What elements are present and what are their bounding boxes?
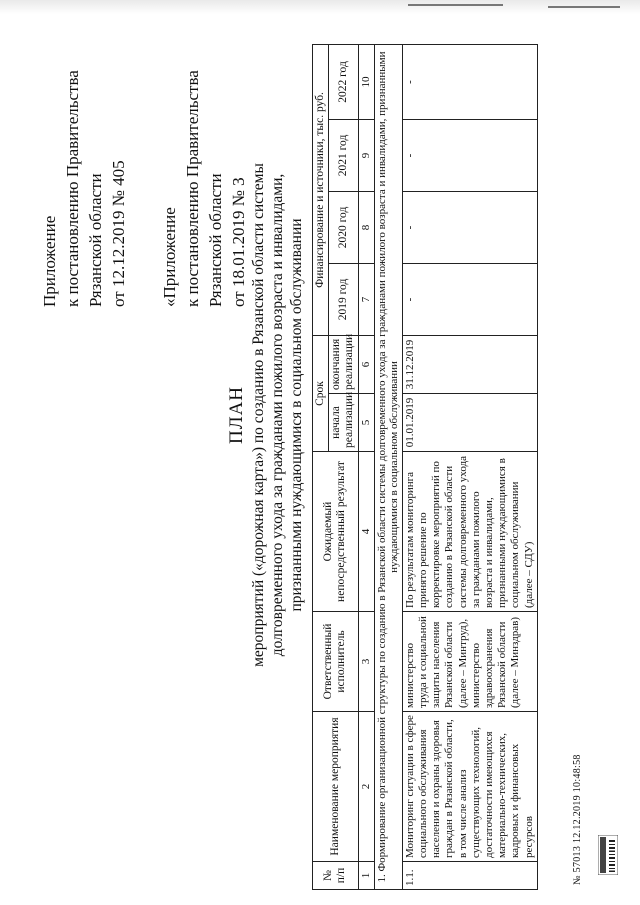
row-number: 1.1. (402, 862, 537, 890)
appendix-line: к постановлению Правительства (183, 70, 202, 307)
col-header-year: 2019 год (329, 263, 358, 335)
finance-2022: - (402, 44, 537, 119)
column-number: 9 (358, 119, 374, 191)
col-header-executor: Ответственный исполнитель (313, 612, 359, 712)
appendix-line: Рязанской области (206, 173, 225, 307)
table-row (402, 44, 537, 889)
finance-2020: - (402, 191, 537, 263)
col-header-num: № п/п (313, 862, 359, 890)
document-registration-number: № 57013 12.12.2019 10:48:58 (572, 754, 583, 885)
column-number: 6 (358, 335, 374, 393)
title-line: мероприятий («дорожная карта») по созданию в Рязанской области системы (250, 163, 267, 667)
col-header-year: 2020 год (329, 191, 358, 263)
document-title (225, 75, 306, 755)
barcode-stamp-icon (598, 835, 618, 875)
executor: министерство труда и социальной защиты населения Рязанской области (далее – Минтруд), министерство здравоохранения Рязанской области (далее – Минздрав) (402, 612, 537, 712)
col-header-term: Срок (313, 335, 329, 451)
col-header-year: 2021 год (329, 119, 358, 191)
measure-name: Мониторинг ситуации в сфере социального обслуживания населения и охраны здоровья граждан в Рязанской области, в том числе анализ существующих технологий, достаточности имеющихся материально-технических, кадровых и финансовых ресурсов (402, 712, 537, 862)
column-number: 5 (358, 394, 374, 452)
section-title: 1. Формирование организационной структуры по созданию в Рязанской области системы долговременного ухода за гражданами пожилого возраста и инвалидами, признанными нуждающимися в социальном обслуживании (374, 44, 402, 889)
column-number: 10 (358, 44, 374, 119)
finance-2019: - (402, 263, 537, 335)
column-number: 8 (358, 191, 374, 263)
title-word: ПЛАН (226, 385, 247, 445)
column-number: 4 (358, 452, 374, 612)
column-number: 7 (358, 263, 374, 335)
section-row (374, 44, 402, 889)
start-date: 01.01.2019 (402, 394, 537, 452)
plan-table (312, 44, 538, 890)
appendix-header (38, 17, 130, 307)
appendix-line: Приложение (40, 215, 59, 307)
expected-result: По результатам мониторинга принято решение по корректировке мероприятий по созданию в Рязанской области системы долговременного ухода за гражданами пожилого возраста и инвалидами, признанными нуждающимися в социальном обслуживании (далее – СДУ) (402, 452, 537, 612)
finance-2021: - (402, 119, 537, 191)
col-header-year: 2022 год (329, 44, 358, 119)
appendix-line: к постановлению Правительства (63, 70, 82, 307)
col-header-finance: Финансирование и источники, тыс. руб. (313, 44, 329, 335)
appendix-line: Рязанской области (86, 173, 105, 307)
end-date: 31.12.2019 (402, 335, 537, 393)
column-number-row (358, 44, 374, 889)
appendix-line: от 18.01.2019 № 3 (229, 177, 248, 307)
column-number: 3 (358, 612, 374, 712)
title-line: признанными нуждающимися в социальном обслуживании (288, 218, 305, 612)
column-number: 1 (358, 862, 374, 890)
col-header-term-end: окончания реализации (329, 335, 358, 393)
title-line: долговременного ухода за гражданами пожилого возраста и инвалидами, (269, 173, 286, 657)
col-header-term-start: начала реализации (329, 394, 358, 452)
col-header-name: Наименование мероприятия (313, 712, 359, 862)
col-header-result: Ожидаемый непосредственный результат (313, 452, 359, 612)
appendix-line: «Приложение (160, 207, 179, 307)
appendix-line: от 12.12.2019 № 405 (109, 160, 128, 307)
column-number: 2 (358, 712, 374, 862)
